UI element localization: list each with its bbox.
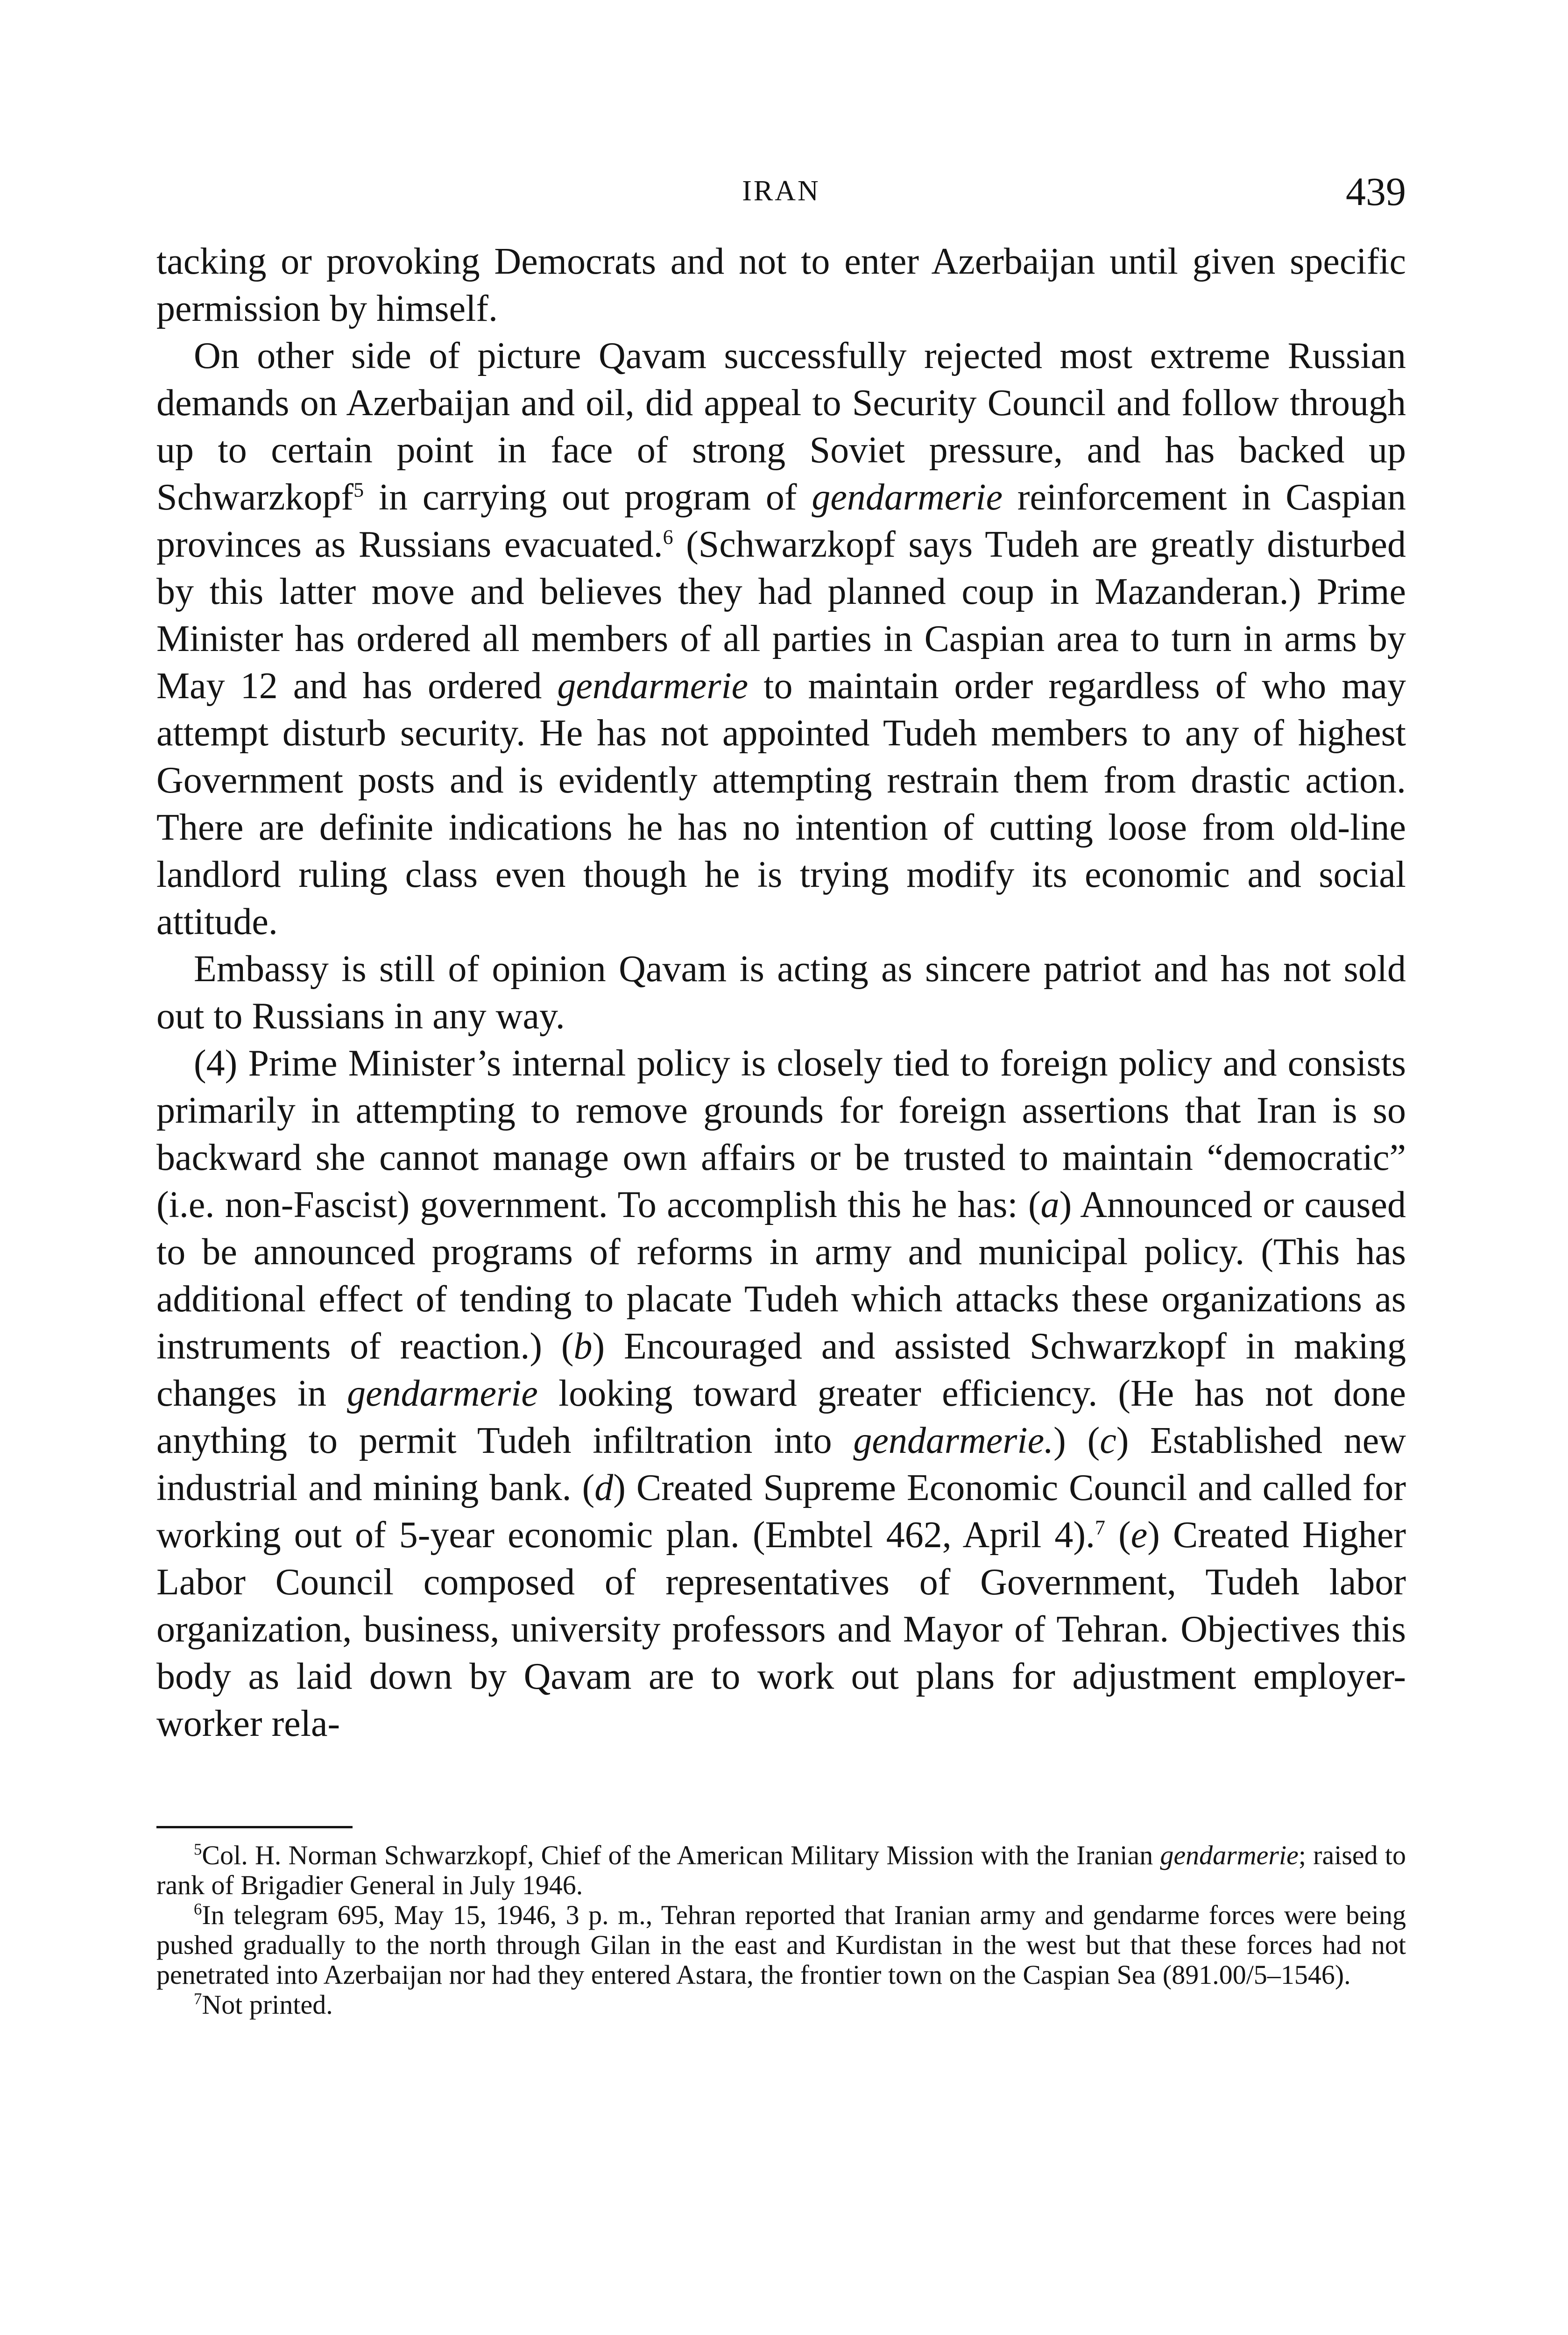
list-letter: e	[1130, 1514, 1148, 1556]
text-run: ) Announced or caused to be announced programs of reforms in army and municipal policy. (This has additional effect of tending to placate Tudeh which attacks these organizations as instruments of reaction.) (	[156, 1184, 1406, 1367]
footnote-7	[156, 1990, 1406, 2020]
running-title: IRAN	[742, 175, 820, 207]
list-letter: d	[594, 1467, 614, 1508]
text-run: ; raised to rank of Brigadier General in July 1946.	[156, 1840, 1406, 1900]
paragraph-continued	[156, 238, 1406, 333]
text-run: to maintain order regardless of who may attempt disturb security. He has not appointed Tudeh members to any of highest Government posts and is evidently attempting restrain them from drastic action. There are definite indications he has no intention of cutting loose from old-line landlord ruling class even though he is trying modify its economic and social attitude.	[156, 665, 1406, 942]
document-page	[156, 168, 1406, 2020]
text-run: ) (	[1053, 1420, 1100, 1461]
list-letter: c	[1100, 1420, 1116, 1461]
text-run: On other side of picture Qavam successfully rejected most extreme Russian demands on Azerbaijan and oil, did appeal to Security Council and follow through up to certain point in face of strong Soviet pressure, and has backed up Schwarzkopf	[156, 335, 1406, 518]
paragraph-text: Embassy is still of opinion Qavam is acting as sincere patriot and has not sold out to Russians in any way.	[156, 948, 1406, 1037]
footnote-ref-6: 6	[663, 525, 673, 549]
running-header	[156, 168, 1406, 219]
italic-term: gendarmerie	[1160, 1840, 1299, 1870]
text-run: in carrying out program of	[364, 477, 812, 518]
footnote-text: Not printed.	[202, 1989, 333, 2020]
text-run: reinforcement in Caspian provinces as Russians evacuated.	[156, 477, 1406, 565]
footnote-text: In telegram 695, May 15, 1946, 3 p. m., Tehran reported that Iranian army and gendarme forces were being pushed gradually to the north through Gilan in the east and Kurdistan in the west but that these forces had not penetrated into Azerbaijan nor had they entered Astara, the frontier town on the Caspian Sea (891.00/5–1546).	[156, 1900, 1406, 1990]
list-letter: a	[1040, 1184, 1059, 1225]
footnote-5	[156, 1840, 1406, 1900]
italic-term: gendarmerie	[347, 1373, 538, 1414]
footnote-ref-7: 7	[1095, 1516, 1106, 1539]
italic-term: gendarmerie.	[853, 1420, 1054, 1461]
text-run: ) Established new industrial and mining bank. (	[156, 1420, 1406, 1508]
italic-term: gendarmerie	[812, 477, 1003, 518]
text-run: (	[1105, 1514, 1131, 1556]
text-run: (4) Prime Minister’s internal policy is closely tied to foreign policy and consists primarily in attempting to remove grounds for foreign assertions that Iran is so backward she cannot manage own affairs or be trusted to maintain “democratic” (i.e. non-Fascist) government. To accomplish this he has: (	[156, 1043, 1406, 1225]
body-text	[156, 238, 1406, 1748]
footnote-number: 7	[194, 1989, 202, 2008]
footnote-number: 6	[194, 1900, 202, 1918]
footnote-number: 5	[194, 1840, 202, 1859]
paragraph-embassy-opinion	[156, 946, 1406, 1040]
page-number: 439	[1346, 169, 1406, 214]
paragraph-text: tacking or provoking Democrats and not to enter Azerbaijan until given specific permission by himself.	[156, 241, 1406, 329]
paragraph-qavam-counterpoint	[156, 333, 1406, 946]
text-run: ) Created Higher Labor Council composed of representatives of Government, Tudeh labor organization, business, university professors and Mayor of Tehran. Objectives this body as laid down by Qavam are to work out plans for adjustment employer-worker rela-	[156, 1514, 1406, 1744]
footnote-6	[156, 1900, 1406, 1990]
list-letter: b	[573, 1326, 593, 1367]
text-run: (Schwarzkopf says Tudeh are greatly disturbed by this latter move and believes they had planned coup in Mazanderan.) Prime Minister has ordered all members of all parties in Caspian area to turn in arms by May 12 and has ordered	[156, 524, 1406, 707]
footnote-ref-5: 5	[353, 478, 364, 502]
paragraph-internal-policy	[156, 1040, 1406, 1748]
text-run: looking toward greater efficiency. (He has not done anything to permit Tudeh infiltration into	[156, 1373, 1406, 1461]
text-run: ) Created Supreme Economic Council and called for working out of 5-year economic plan. (Embtel 462, April 4).	[156, 1467, 1406, 1556]
footnote-divider	[156, 1826, 353, 1828]
text-run: ) Encouraged and assisted Schwarzkopf in making changes in	[156, 1326, 1406, 1414]
italic-term: gendarmerie	[557, 665, 749, 707]
text-run: Col. H. Norman Schwarzkopf, Chief of the American Military Mission with the Iranian	[202, 1840, 1160, 1870]
footnotes	[156, 1840, 1406, 2020]
